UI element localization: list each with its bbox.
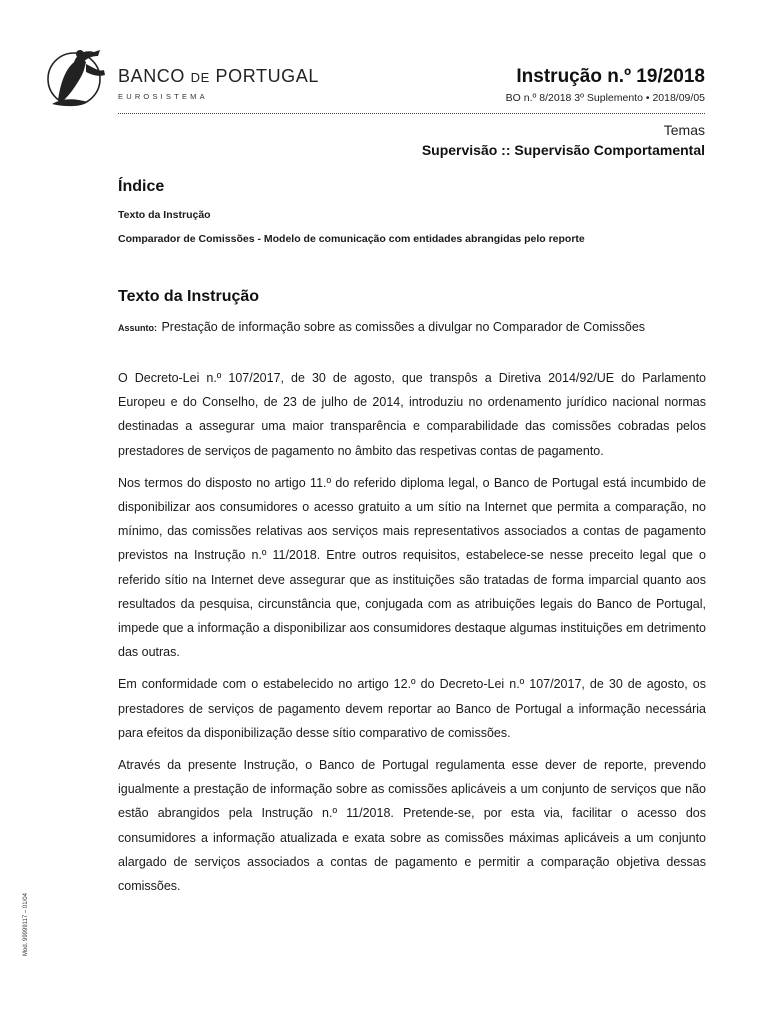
header-divider (118, 113, 705, 114)
temas-label: Temas (663, 122, 705, 138)
section-heading-texto: Texto da Instrução (118, 288, 260, 305)
assunto-line (118, 318, 645, 336)
temas-value: Supervisão :: Supervisão Comportamental (421, 142, 705, 158)
document-title: Instrução n.º 19/2018 (516, 66, 705, 87)
index-heading: Índice (118, 178, 165, 195)
assunto-text: Prestação de informação sobre as comissões a divulgar no Comparador de Comissões (161, 320, 646, 334)
brand-name-portugal: PORTUGAL (215, 66, 319, 86)
brand-block (118, 66, 319, 101)
form-code: Mod. 99999117 – 01/04 (23, 893, 29, 956)
brand-name-banco: BANCO (118, 66, 186, 86)
document-subtitle: BO n.º 8/2018 3º Suplemento • 2018/09/05 (505, 92, 705, 104)
body-paragraph: Nos termos do disposto no artigo 11.º do referido diploma legal, o Banco de Portugal está incumbido de disponibilizar aos consumidores o acesso gratuito a um sítio na Internet que permita a comparação, no mínimo, das comissões relativas aos serviços mais representativos associados a contas de pagamento previstos na Instrução n.º 11/2018. Entre outros requisitos, estabelece-se nesse preceito legal que o referido sítio na Internet deve assegurar que as instituições são tratadas de forma imparcial quanto aos resultados da pesquisa, circunstância que, conjugada com as atribuições legais do Banco de Portugal, impede que a informação a disponibilizar aos consumidores destaque algumas instituições em detrimento das outras. (118, 475, 706, 660)
body-paragraph: Em conformidade com o estabelecido no artigo 12.º do Decreto-Lei n.º 107/2017, de 30 de agosto, os prestadores de serviços de pagamento devem reportar ao Banco de Portugal a informação necessária para efeitos da disponibilização desse sítio comparativo de comissões. (118, 677, 706, 740)
brand-name-de: DE (190, 70, 210, 85)
body-paragraph: O Decreto-Lei n.º 107/2017, de 30 de agosto, que transpôs a Diretiva 2014/92/UE do Parlamento Europeu e do Conselho, de 23 de julho de 2014, introduziu no ordenamento jurídico nacional normas destinadas a assegurar uma maior transparência e comparabilidade das comissões cobradas pelos prestadores de serviços de pagamento no âmbito das respetivas contas de pagamento. (118, 371, 706, 458)
index-link-comparador-de-comissoes[interactable]: Comparador de Comissões - Modelo de comunicação com entidades abrangidas pelo reporte (118, 233, 585, 245)
body-paragraph: Através da presente Instrução, o Banco de Portugal regulamenta esse dever de reporte, prevendo igualmente a prestação de informação sobre as comissões aplicáveis a um conjunto de serviços que não estão abrangidos pela Instrução n.º 11/2018. Pretende-se, por esta via, facilitar o acesso dos consumidores a informação atualizada e exata sobre as comissões máximas aplicáveis a um conjunto alargado de serviços associados a contas de pagamento e permitir a comparação objetiva dessas comissões. (118, 758, 706, 894)
banco-de-portugal-emblem-icon (44, 42, 110, 114)
instruction-body (118, 366, 706, 906)
assunto-label: Assunto: (118, 323, 157, 333)
index-link-texto-da-instrucao[interactable]: Texto da Instrução (118, 209, 211, 221)
brand-name (118, 66, 319, 88)
brand-subtitle: EUROSISTEMA (118, 92, 208, 101)
